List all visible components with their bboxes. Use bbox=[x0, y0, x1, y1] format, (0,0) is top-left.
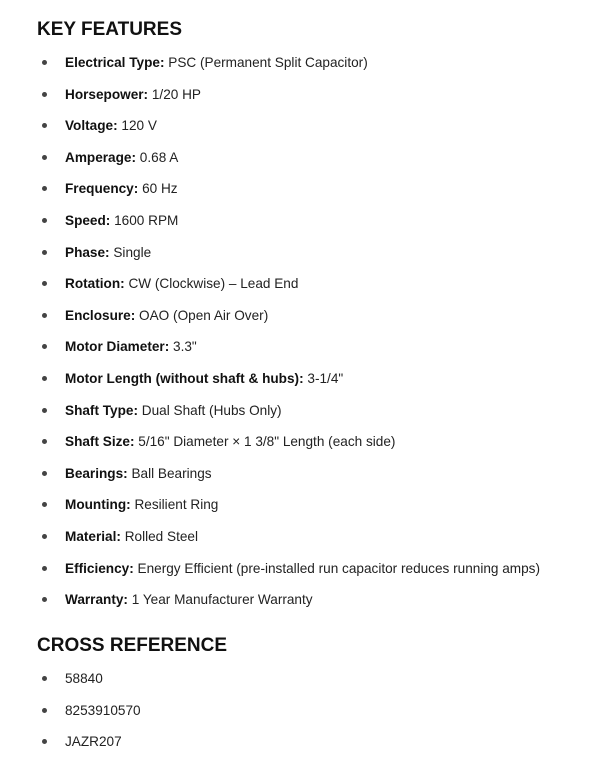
feature-item-speed bbox=[0, 210, 595, 242]
bullet-icon bbox=[42, 186, 47, 191]
feature-label: Bearings: bbox=[65, 465, 128, 481]
feature-value: Energy Efficient (pre-installed run capacitor reduces running amps) bbox=[137, 560, 541, 576]
bullet-icon bbox=[42, 471, 47, 476]
bullet-icon bbox=[42, 344, 47, 349]
feature-value: 5/16" Diameter × 1 3/8" Length (each side) bbox=[138, 434, 396, 450]
feature-item-voltage bbox=[0, 115, 595, 147]
feature-value: 120 V bbox=[121, 118, 157, 134]
bullet-icon bbox=[42, 408, 47, 413]
bullet-icon bbox=[42, 376, 47, 381]
bullet-icon bbox=[42, 534, 47, 539]
feature-value: 1 Year Manufacturer Warranty bbox=[131, 592, 313, 608]
feature-value: 3.3" bbox=[173, 339, 197, 355]
bullet-icon bbox=[42, 676, 47, 681]
feature-item-efficiency bbox=[0, 558, 595, 590]
cross-reference-item bbox=[0, 668, 595, 700]
feature-item-motor-length bbox=[0, 368, 595, 400]
feature-item-horsepower bbox=[0, 84, 595, 116]
feature-value: 1600 RPM bbox=[114, 212, 179, 228]
feature-item-amperage bbox=[0, 147, 595, 179]
bullet-icon bbox=[42, 313, 47, 318]
feature-item-enclosure bbox=[0, 305, 595, 337]
bullet-icon bbox=[42, 739, 47, 744]
feature-value: 60 Hz bbox=[142, 181, 178, 197]
feature-label: Motor Diameter: bbox=[65, 339, 170, 355]
feature-label: Efficiency: bbox=[65, 560, 134, 576]
feature-item-mounting bbox=[0, 494, 595, 526]
feature-label: Speed: bbox=[65, 212, 111, 228]
bullet-icon bbox=[42, 597, 47, 602]
feature-value: PSC (Permanent Split Capacitor) bbox=[168, 55, 368, 70]
part-number: 8253910570 bbox=[65, 702, 141, 718]
feature-value: OAO (Open Air Over) bbox=[139, 307, 269, 323]
cross-reference-list bbox=[0, 668, 595, 763]
bullet-icon bbox=[42, 502, 47, 507]
feature-label: Warranty: bbox=[65, 592, 128, 608]
bullet-icon bbox=[42, 123, 47, 128]
bullet-icon bbox=[42, 218, 47, 223]
feature-label: Motor Length (without shaft & hubs): bbox=[65, 370, 304, 386]
feature-item-material bbox=[0, 526, 595, 558]
bullet-icon bbox=[42, 439, 47, 444]
bullet-icon bbox=[42, 155, 47, 160]
feature-item-motor-diameter bbox=[0, 336, 595, 368]
feature-label: Rotation: bbox=[65, 276, 125, 292]
feature-item-rotation bbox=[0, 273, 595, 305]
feature-label: Electrical Type: bbox=[65, 55, 165, 70]
feature-value: 3-1/4" bbox=[307, 370, 344, 386]
feature-label: Frequency: bbox=[65, 181, 139, 197]
bullet-icon bbox=[42, 92, 47, 97]
feature-item-phase bbox=[0, 242, 595, 274]
feature-label: Enclosure: bbox=[65, 307, 136, 323]
feature-item-bearings bbox=[0, 463, 595, 495]
part-number: 58840 bbox=[65, 671, 103, 686]
cross-reference-item bbox=[0, 700, 595, 732]
feature-label: Horsepower: bbox=[65, 86, 149, 102]
bullet-icon bbox=[42, 60, 47, 65]
feature-item-electrical-type bbox=[0, 52, 595, 84]
feature-label: Phase: bbox=[65, 244, 110, 260]
feature-value: CW (Clockwise) – Lead End bbox=[128, 276, 299, 292]
feature-item-frequency bbox=[0, 178, 595, 210]
cross-reference-item bbox=[0, 731, 595, 763]
feature-item-shaft-size bbox=[0, 431, 595, 463]
feature-item-warranty bbox=[0, 589, 595, 621]
key-features-list bbox=[0, 52, 595, 621]
cross-reference-heading: CROSS REFERENCE bbox=[37, 635, 228, 656]
feature-value: 0.68 A bbox=[139, 149, 179, 165]
feature-label: Shaft Size: bbox=[65, 434, 135, 450]
bullet-icon bbox=[42, 708, 47, 713]
bullet-icon bbox=[42, 250, 47, 255]
part-number: JAZR207 bbox=[65, 734, 122, 749]
feature-value: Single bbox=[113, 244, 152, 260]
feature-value: Dual Shaft (Hubs Only) bbox=[141, 402, 282, 418]
feature-value: 1/20 HP bbox=[151, 86, 201, 102]
feature-label: Mounting: bbox=[65, 497, 131, 513]
key-features-heading: KEY FEATURES bbox=[37, 19, 182, 40]
feature-item-shaft-type bbox=[0, 400, 595, 432]
feature-value: Resilient Ring bbox=[134, 497, 219, 513]
feature-value: Ball Bearings bbox=[131, 465, 212, 481]
bullet-icon bbox=[42, 566, 47, 571]
feature-value: Rolled Steel bbox=[124, 528, 198, 544]
feature-label: Material: bbox=[65, 528, 121, 544]
feature-label: Amperage: bbox=[65, 149, 137, 165]
feature-label: Voltage: bbox=[65, 118, 118, 134]
bullet-icon bbox=[42, 281, 47, 286]
feature-label: Shaft Type: bbox=[65, 402, 139, 418]
